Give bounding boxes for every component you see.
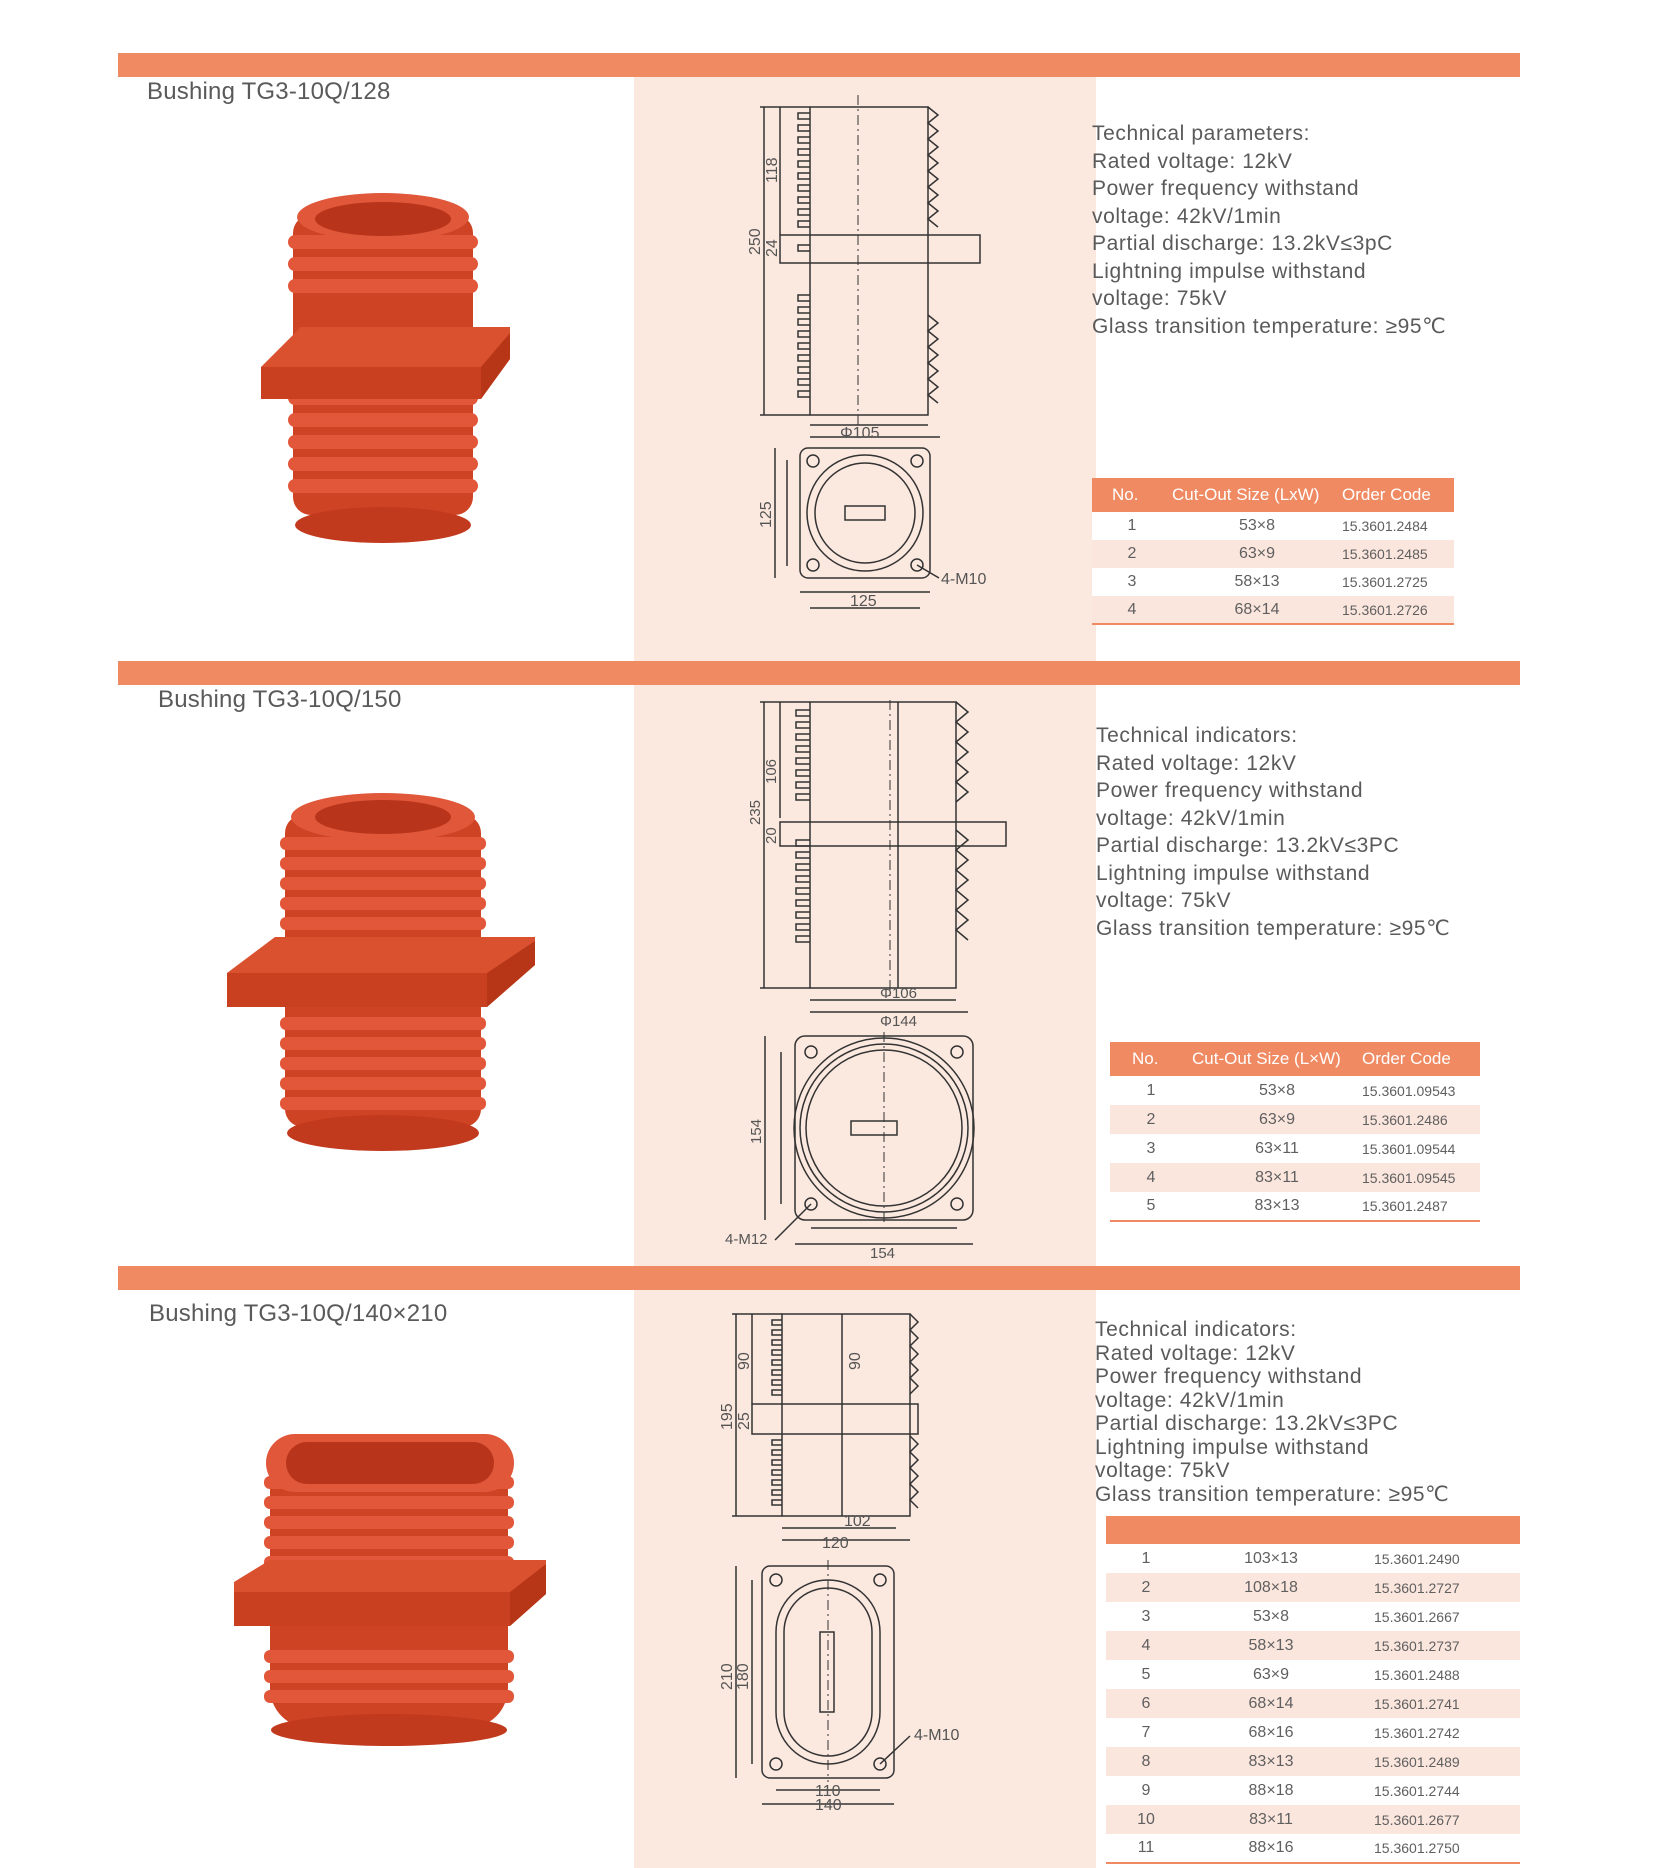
- bushing-photo-150-body: [227, 793, 535, 1151]
- col-no: No.: [1110, 1042, 1192, 1076]
- top-view-drawing: [715, 1032, 1005, 1262]
- dim-total: 195: [719, 1403, 736, 1430]
- col-size: Cut-Out Size (LxW): [1172, 478, 1342, 512]
- table-row: 10 83×11 15.3601.2677: [1106, 1805, 1520, 1834]
- dim-bolts: 4-M12: [725, 1231, 768, 1248]
- table-row: 1 53×8 15.3601.09543: [1110, 1076, 1480, 1105]
- dim-d3: Φ105: [840, 425, 880, 442]
- dim-flange: 24: [764, 239, 781, 257]
- dim-h-outer: 154: [748, 1118, 765, 1144]
- spec-line: Lightning impulse withstand: [1096, 861, 1371, 885]
- col-no: [1106, 1516, 1186, 1544]
- spec-line: voltage: 75kV: [1092, 287, 1228, 310]
- col-no: No.: [1092, 478, 1172, 512]
- col-code: Order Code: [1342, 478, 1454, 512]
- spec-line: voltage: 75kV: [1095, 1459, 1231, 1482]
- dim-w-outer: 140: [815, 1797, 842, 1814]
- table-row: 3 53×8 15.3601.2667: [1106, 1602, 1520, 1631]
- spec-line: Technical indicators:: [1096, 724, 1298, 747]
- spec-line: Glass transition temperature: ≥95℃: [1092, 314, 1447, 338]
- dim-upper-r: 90: [847, 1352, 864, 1370]
- specs-list: [1096, 722, 1450, 942]
- spec-line: Rated voltage: 12kV: [1092, 149, 1293, 173]
- col-code: Order Code: [1362, 1042, 1480, 1076]
- table-row: 2 63×9 15.3601.2485: [1092, 540, 1454, 568]
- product-title: Bushing TG3-10Q/140×210: [149, 1300, 448, 1327]
- dim-flange: 25: [736, 1412, 753, 1430]
- dim-w1: 102: [844, 1513, 871, 1530]
- section-band-2: [118, 661, 1520, 685]
- product-title: Bushing TG3-10Q/128: [147, 78, 391, 105]
- spec-line: voltage: 75kV: [1096, 889, 1232, 912]
- table-row: 3 63×11 15.3601.09544: [1110, 1134, 1480, 1163]
- spec-line: Power frequency withstand: [1092, 177, 1360, 200]
- table-row: 4 58×13 15.3601.2737: [1106, 1631, 1520, 1660]
- order-code-table: [1106, 1516, 1520, 1864]
- dim-total: 250: [747, 228, 764, 255]
- spec-line: Rated voltage: 12kV: [1096, 751, 1297, 775]
- spec-line: voltage: 42kV/1min: [1092, 204, 1282, 228]
- dim-flange: 20: [763, 827, 780, 844]
- table-row: 2 63×9 15.3601.2486: [1110, 1105, 1480, 1134]
- dim-w2: 120: [822, 1535, 849, 1552]
- section-band-3: [118, 1266, 1520, 1290]
- spec-line: Power frequency withstand: [1095, 1365, 1363, 1388]
- table-row: 8 83×13 15.3601.2489: [1106, 1747, 1520, 1776]
- dim-upper: 90: [736, 1352, 753, 1370]
- side-view-drawing: [712, 1310, 942, 1550]
- spec-line: Lightning impulse withstand: [1092, 259, 1367, 283]
- spec-line: voltage: 42kV/1min: [1096, 806, 1286, 830]
- dim-total: 235: [747, 799, 764, 825]
- table-row: 5 63×9 15.3601.2488: [1106, 1660, 1520, 1689]
- table-row: 9 88×18 15.3601.2744: [1106, 1776, 1520, 1805]
- spec-line: voltage: 42kV/1min: [1095, 1388, 1285, 1412]
- table-row: 6 68×14 15.3601.2741: [1106, 1689, 1520, 1718]
- dim-h-inner: 180: [735, 1663, 752, 1690]
- side-view-drawing: [740, 95, 1000, 440]
- dim-w-outer: 125: [850, 593, 877, 610]
- dim-d3: Φ144: [880, 1013, 917, 1030]
- order-code-table: [1110, 1042, 1480, 1222]
- side-view-drawing: [740, 700, 1010, 1032]
- dim-w-inner: 110: [815, 1783, 841, 1800]
- table-row: 11 88×16 15.3601.2750: [1106, 1834, 1520, 1863]
- bushing-photo: [255, 195, 520, 545]
- col-code: [1356, 1516, 1520, 1544]
- bushing-photo-128-body: [261, 193, 510, 543]
- table-row: 7 68×16 15.3601.2742: [1106, 1718, 1520, 1747]
- spec-line: Partial discharge: 13.2kV≤3PC: [1095, 1412, 1399, 1435]
- table-row: 1 53×8 15.3601.2484: [1092, 512, 1454, 540]
- specs-list: [1095, 1318, 1449, 1506]
- spec-line: Rated voltage: 12kV: [1095, 1341, 1296, 1365]
- dim-h-outer: 210: [719, 1663, 736, 1690]
- bushing-photo: [230, 1430, 550, 1750]
- dim-d1: Φ106: [880, 985, 917, 1002]
- top-view-drawing: [700, 1560, 980, 1814]
- bushing-photo-140x210-body: [234, 1434, 546, 1746]
- section-band-1: [118, 53, 1520, 77]
- spec-line: Glass transition temperature: ≥95℃: [1096, 916, 1451, 940]
- product-title: Bushing TG3-10Q/150: [158, 686, 402, 713]
- dim-upper: 106: [763, 758, 780, 784]
- spec-line: Technical indicators:: [1095, 1318, 1297, 1341]
- table-row: 4 68×14 15.3601.2726: [1092, 596, 1454, 624]
- spec-line: Technical parameters:: [1092, 122, 1311, 145]
- dim-bolts: 4-M10: [914, 1727, 960, 1744]
- col-size: Cut-Out Size (L×W): [1192, 1042, 1362, 1076]
- bushing-photo: [225, 795, 540, 1155]
- order-code-table: [1092, 478, 1454, 625]
- top-view-drawing: [745, 440, 1015, 620]
- table-row: 2 108×18 15.3601.2727: [1106, 1573, 1520, 1602]
- spec-line: Partial discharge: 13.2kV≤3pC: [1092, 232, 1393, 255]
- spec-line: Power frequency withstand: [1096, 779, 1364, 802]
- table-row: 4 83×11 15.3601.09545: [1110, 1163, 1480, 1192]
- table-row: 5 83×13 15.3601.2487: [1110, 1192, 1480, 1221]
- specs-list: [1092, 120, 1446, 340]
- dim-bolts: 4-M10: [941, 571, 987, 588]
- spec-line: Glass transition temperature: ≥95℃: [1095, 1482, 1450, 1506]
- spec-line: Lightning impulse withstand: [1095, 1435, 1370, 1459]
- dim-upper: 118: [764, 157, 781, 183]
- col-size: [1186, 1516, 1356, 1544]
- dim-h-outer: 125: [758, 501, 775, 528]
- dim-w-outer: 154: [870, 1245, 896, 1262]
- spec-line: Partial discharge: 13.2kV≤3PC: [1096, 834, 1400, 857]
- table-row: 1 103×13 15.3601.2490: [1106, 1544, 1520, 1573]
- table-row: 3 58×13 15.3601.2725: [1092, 568, 1454, 596]
